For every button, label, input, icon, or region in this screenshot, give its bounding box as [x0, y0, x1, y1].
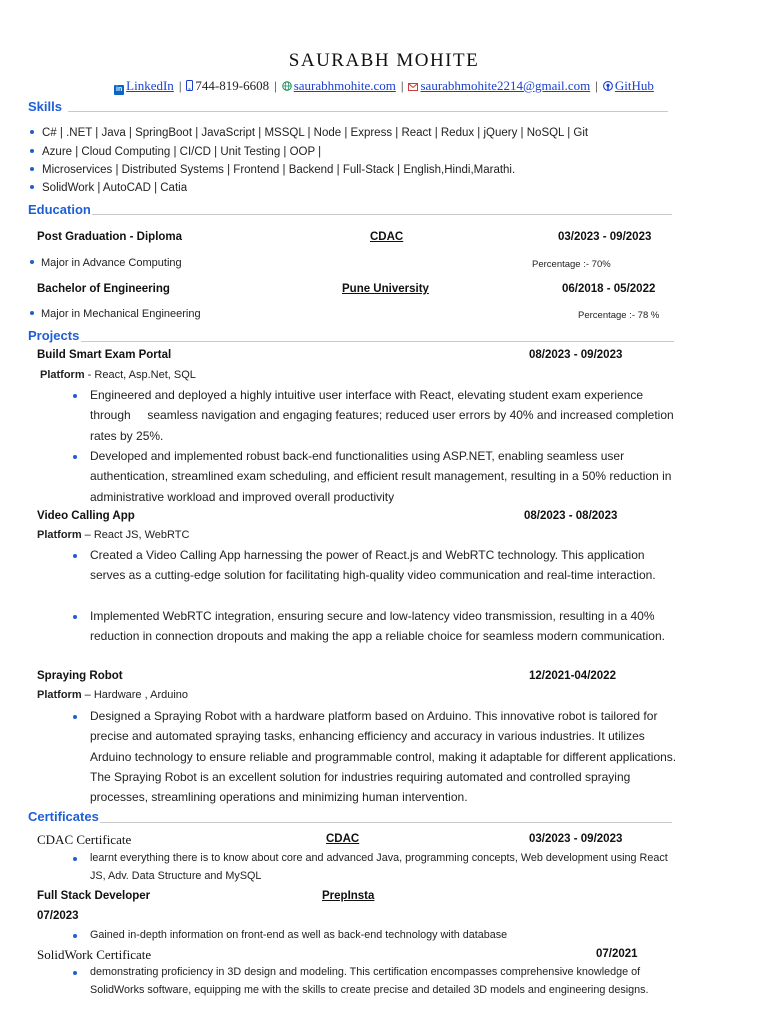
project-platform: Platform – React JS, WebRTC	[37, 529, 190, 541]
institute-name: Pune University	[342, 283, 429, 295]
bullet	[30, 167, 34, 171]
certificate-dates: 07/2021	[596, 948, 638, 960]
certificates-heading: Certificates	[28, 809, 99, 824]
github-link[interactable]	[603, 78, 654, 93]
bullet	[73, 971, 77, 975]
education-heading: Education	[28, 202, 91, 217]
mail-icon	[408, 83, 418, 91]
project-dates: 08/2023 - 08/2023	[524, 510, 618, 522]
project-platform: Platform - React, Asp.Net, SQL	[40, 369, 196, 381]
project-title: Spraying Robot	[37, 670, 123, 682]
separator: |	[274, 78, 277, 93]
linkedin-link[interactable]	[114, 78, 174, 93]
separator: |	[595, 78, 598, 93]
skill-line: SolidWork | AutoCAD | Catia	[30, 182, 187, 194]
bullet	[73, 394, 77, 398]
email-link[interactable]	[408, 78, 590, 93]
bullet	[30, 260, 34, 264]
education-dates: 06/2018 - 05/2022	[562, 283, 656, 295]
projects-divider	[81, 341, 674, 342]
bullet	[73, 857, 77, 861]
contact-line	[0, 78, 768, 95]
education-divider	[92, 214, 672, 215]
project-bullet-text: Created a Video Calling App harnessing the power of React.js and WebRTC technology. This application serves as a cutting-edge solution for facilitating high-quality video communication and real-time interaction.	[90, 548, 656, 583]
degree-title: Bachelor of Engineering	[37, 283, 170, 295]
bullet	[30, 185, 34, 189]
project-bullet-text: Implemented WebRTC integration, ensuring secure and low-latency video transmission, resulting in a 40% reduction in connection dropouts and making the app a reliable choice for seamless modern communication.	[90, 609, 665, 644]
bullet	[73, 554, 77, 558]
project-title: Build Smart Exam Portal	[37, 349, 172, 361]
globe-icon	[282, 81, 292, 91]
bullet	[73, 615, 77, 619]
education-detail: Major in Mechanical Engineering	[30, 308, 201, 320]
certificates-divider	[100, 822, 672, 823]
candidate-name: SAURABH MOHITE	[288, 50, 480, 71]
certificate-title: SolidWork Certificate	[37, 947, 152, 962]
skill-line: C# | .NET | Java | SpringBoot | JavaScript | MSSQL | Node | Express | React | Redux | jQuery | NoSQL | Git	[30, 127, 588, 139]
education-dates: 03/2023 - 09/2023	[558, 231, 652, 243]
certificate-dates: 07/2023	[37, 910, 79, 922]
bullet	[30, 130, 34, 134]
separator: |	[400, 78, 404, 93]
projects-heading: Projects	[28, 328, 80, 343]
bullet	[73, 715, 77, 719]
certificate-bullet-text: Gained in-depth information on front-end as well as back-end technology with database	[90, 929, 508, 941]
institute-name: CDAC	[370, 231, 404, 243]
linkedin-icon: in	[116, 86, 123, 93]
degree-title: Post Graduation - Diploma	[37, 231, 183, 243]
bullet	[30, 311, 34, 315]
certificate-bullet-text: demonstrating proficiency in 3D design and modeling. This certification encompasses comprehensive knowledge of SolidWorks software, equipping me with the skills to create precise and detailed 3D models and engineering designs.	[90, 966, 649, 996]
certificate-title: Full Stack Developer	[37, 890, 151, 902]
education-detail: Major in Advance Computing	[30, 257, 182, 269]
project-dates: 08/2023 - 09/2023	[529, 349, 623, 361]
certificate-issuer: PrepInsta	[322, 890, 375, 902]
skills-divider	[68, 111, 668, 112]
phone-number: 744-819-6608	[195, 78, 270, 93]
certificate-dates: 03/2023 - 09/2023	[529, 833, 623, 845]
certificate-title: CDAC Certificate	[37, 832, 132, 847]
skills-heading: Skills	[28, 99, 62, 114]
github-icon	[603, 81, 613, 91]
bullet	[30, 149, 34, 153]
education-score: Percentage :- 70%	[532, 259, 611, 270]
linkedin-label: LinkedIn	[126, 78, 174, 93]
phone-icon	[186, 80, 193, 91]
project-dates: 12/2021-04/2022	[529, 670, 616, 682]
certificate-issuer: CDAC	[326, 833, 360, 845]
project-bullet-text: Developed and implemented robust back-end functionalities using ASP.NET, enabling seamless user authentication, streamlined exam scheduling, and efficient result management, resulting in a 50% reduction in administrative workload and improved overall productivity	[90, 449, 672, 504]
separator: |	[178, 78, 182, 93]
project-platform: Platform – Hardware , Arduino	[37, 689, 189, 701]
certificate-bullet-text: learnt everything there is to know about core and advanced Java, programming concepts, Web development using React JS, Adv. Data Structure and MySQL	[90, 852, 668, 882]
project-bullet-text: Designed a Spraying Robot with a hardware platform based on Arduino. This innovative robot is tailored for precise and automated spraying tasks, enhancing efficiency and accuracy in various industries. It utilizes Arduino technology to ensure reliable and programmable control, making it adaptable for different applications. The Spraying Robot is an excellent solution for industries requiring automated and controlled spraying processes, streamlining operations and minimizing human intervention.	[90, 709, 677, 805]
skill-line: Azure | Cloud Computing | CI/CD | Unit Testing | OOP |	[30, 146, 321, 158]
website-label: saurabhmohite.com	[293, 78, 396, 93]
project-bullet-text: Engineered and deployed a highly intuitive user interface with React, elevating student exam experience through seamless navigation and engaging features; reduced user errors by 40% and increased completion rates by 25%.	[90, 388, 674, 443]
phone-item	[186, 78, 269, 93]
email-label: saurabhmohite2214@gmail.com	[420, 78, 591, 93]
bullet	[73, 934, 77, 938]
website-link[interactable]	[282, 78, 396, 93]
education-score: Percentage :- 78 %	[578, 310, 660, 321]
project-title: Video Calling App	[37, 510, 135, 522]
github-label: GitHub	[614, 78, 654, 93]
skill-line: Microservices | Distributed Systems | Frontend | Backend | Full-Stack | English,Hindi,Marathi.	[30, 164, 515, 176]
bullet	[73, 455, 77, 459]
